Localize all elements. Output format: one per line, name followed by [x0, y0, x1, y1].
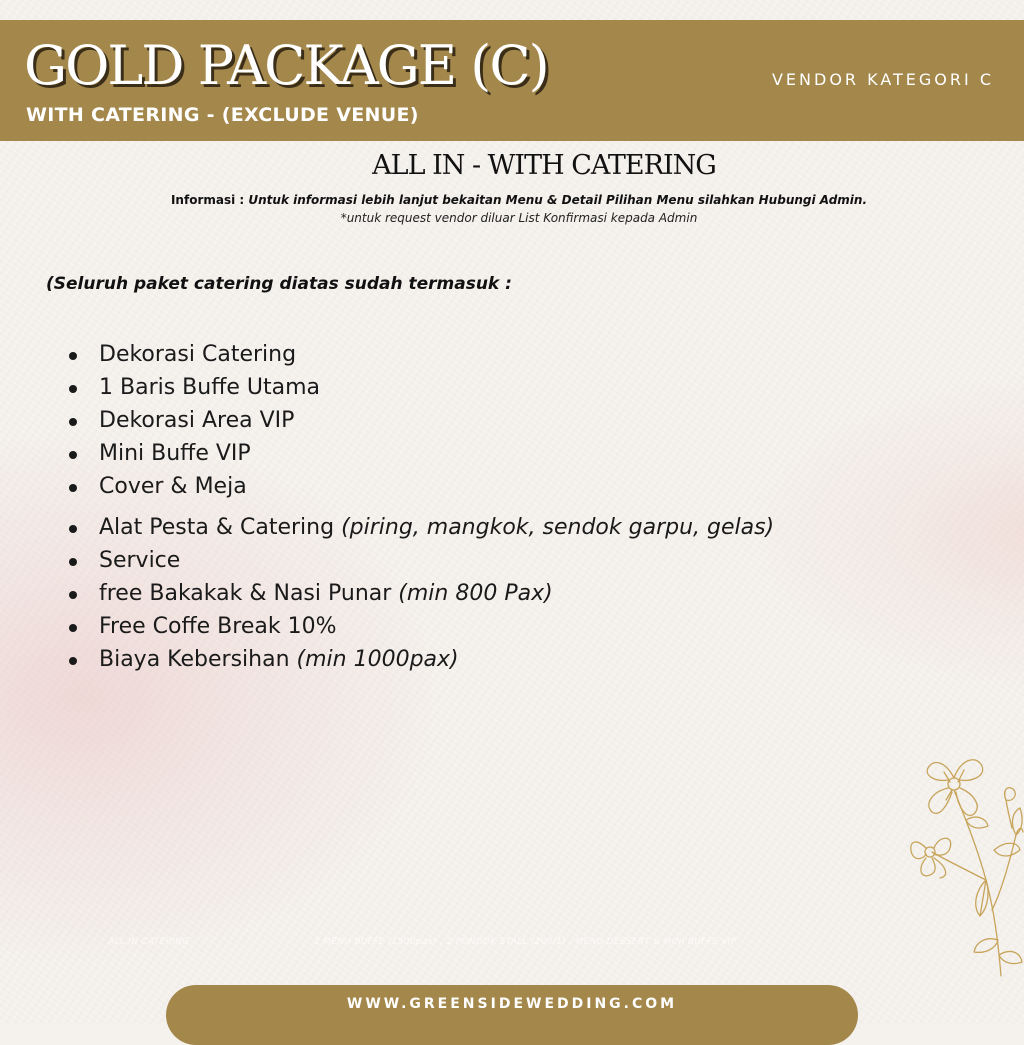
footer-banner [166, 985, 858, 1045]
list-item [62, 371, 774, 404]
item-text: 1 Baris Buffe Utama [99, 375, 321, 400]
floral-icon [906, 740, 1024, 980]
section-title: ALL IN - WITH CATERING [372, 150, 716, 181]
website-link[interactable]: WWW.GREENSIDEWEDDING.COM [346, 996, 678, 1012]
item-note: (min 800 Pax) [398, 581, 553, 606]
info-line [0, 193, 1024, 207]
item-text: Dekorasi Area VIP [99, 408, 295, 433]
item-text: Service [99, 548, 181, 573]
item-text: free Bakakak & Nasi Punar [99, 581, 399, 606]
includes-intro: (Seluruh paket catering diatas sudah termasuk : [46, 274, 512, 294]
list-item [62, 470, 774, 503]
list-item [62, 338, 774, 371]
header-banner [0, 20, 1024, 141]
package-title: GOLD PACKAGE (C) [24, 34, 548, 97]
list-item [62, 643, 774, 676]
item-note: (piring, mangkok, sendok garpu, gelas) [341, 515, 775, 540]
list-item [62, 511, 774, 544]
item-text: Mini Buffe VIP [99, 441, 251, 466]
list-item [62, 437, 774, 470]
included-items-list [62, 338, 774, 676]
item-text: Cover & Meja [99, 474, 247, 499]
item-text: Free Coffe Break 10% [99, 614, 337, 639]
item-note: (min 1000pax) [296, 647, 459, 672]
info-label: Informasi : [170, 193, 245, 207]
item-text: Dekorasi Catering [99, 342, 297, 367]
faint-watermark-right: 2 MENU BUFFE (1500pax) , 2 PONDOK STALL (200/1) , MENU DESSERT & MINI BUFFE VIP [314, 937, 737, 947]
list-item [62, 404, 774, 437]
list-item [62, 544, 774, 577]
vendor-category: VENDOR KATEGORI C [771, 70, 994, 89]
list-item [62, 577, 774, 610]
package-subtitle: WITH CATERING - (EXCLUDE VENUE) [26, 104, 419, 126]
faint-watermark-left: ALL IN CATERING [108, 937, 190, 947]
vendor-request-note: *untuk request vendor diluar List Konfirmasi kepada Admin [340, 211, 698, 225]
info-text: Untuk informasi lebih lanjut bekaitan Menu & Detail Pilihan Menu silahkan Hubungi Admin. [248, 193, 868, 207]
item-text: Alat Pesta & Catering [99, 515, 342, 540]
list-item [62, 610, 774, 643]
item-text: Biaya Kebersihan [99, 647, 297, 672]
